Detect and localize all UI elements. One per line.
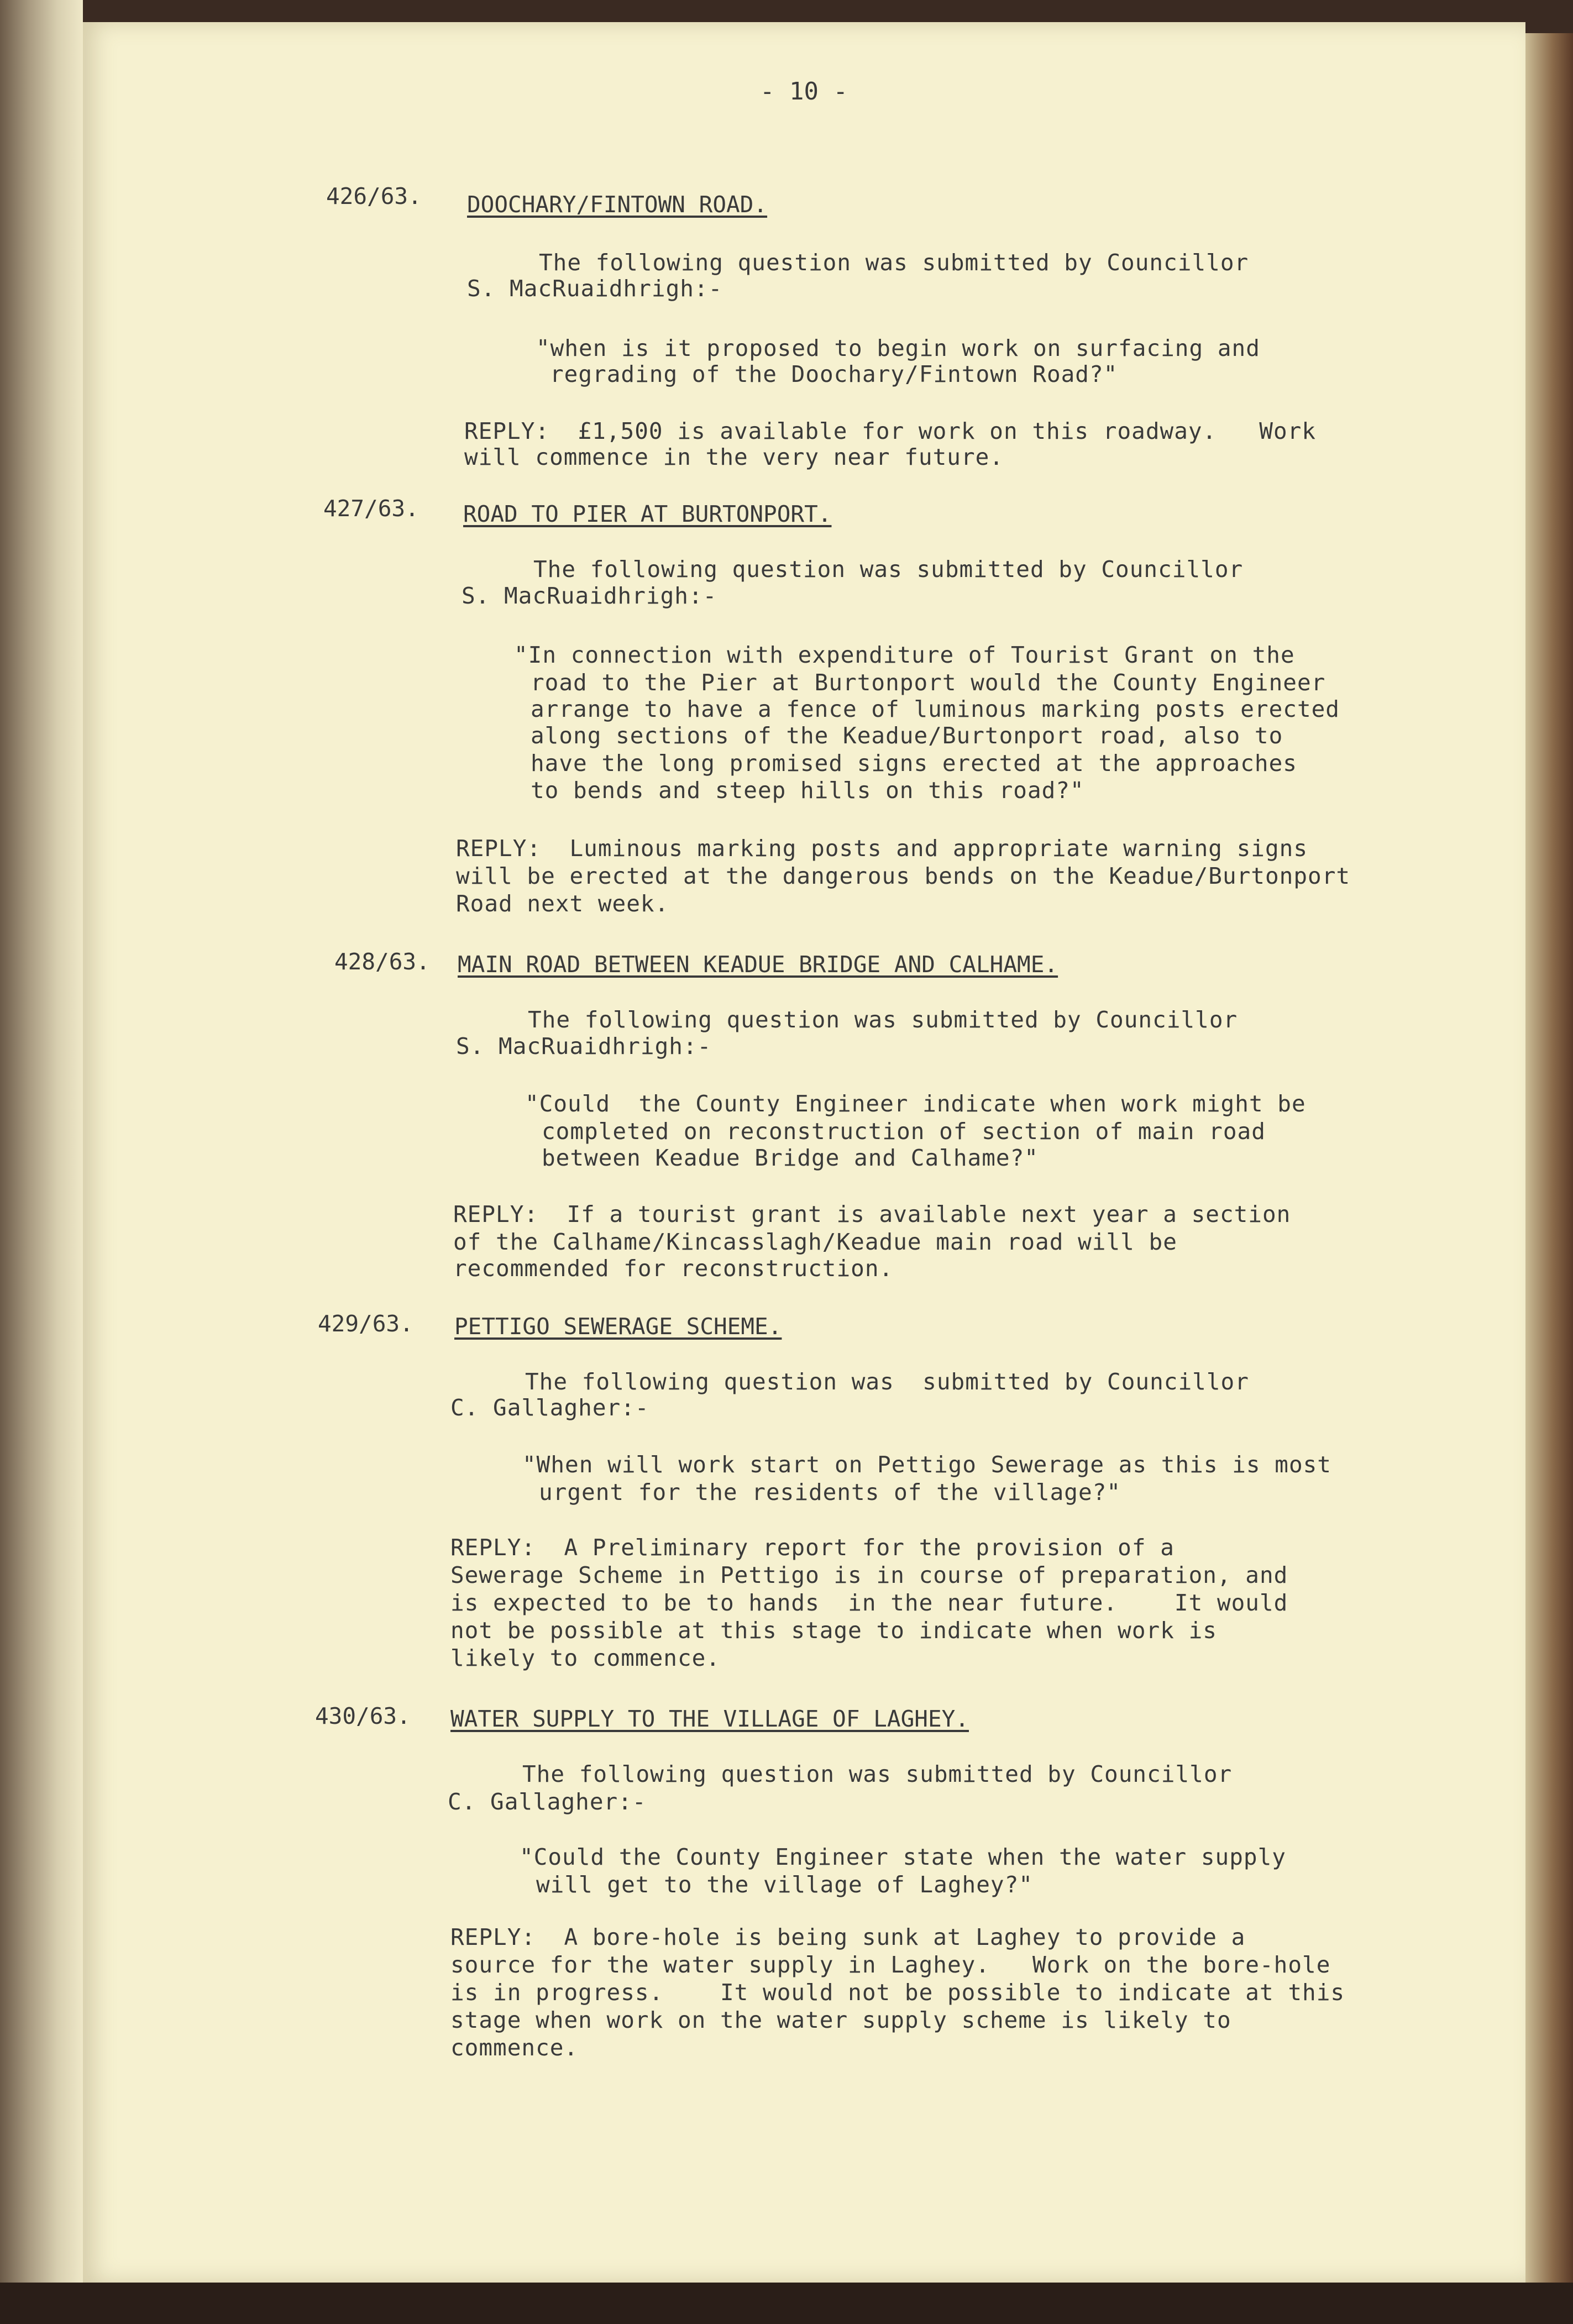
item-heading: DOOCHARY/FINTOWN ROAD.	[467, 191, 768, 218]
question-line: arrange to have a fence of luminous marking posts erected	[531, 696, 1340, 722]
item-ref: 428/63.	[334, 948, 430, 975]
item-ref: 430/63.	[315, 1703, 411, 1729]
reply-line: Road next week.	[456, 890, 669, 917]
page-number: - 10 -	[760, 77, 848, 106]
reply-line: REPLY: If a tourist grant is available next year a section	[453, 1201, 1291, 1227]
intro-line: The following question was submitted by Councillor	[522, 1761, 1233, 1787]
question-line: between Keadue Bridge and Calhame?"	[542, 1145, 1039, 1171]
question-line: road to the Pier at Burtonport would the County Engineer	[531, 669, 1326, 696]
book-spine	[0, 0, 83, 2324]
intro-line: The following question was submitted by Councillor	[525, 1368, 1249, 1395]
item-ref: 427/63.	[323, 495, 419, 522]
reply-line: of the Calhame/Kincasslagh/Keadue main road will be	[453, 1229, 1177, 1255]
intro-line: S. MacRuaidhrigh:-	[456, 1033, 712, 1059]
reply-line: will be erected at the dangerous bends on the Keadue/Burtonport	[456, 863, 1351, 889]
question-line: "In connection with expenditure of Tourist Grant on the	[514, 642, 1295, 668]
question-line: to bends and steep hills on this road?"	[531, 777, 1084, 804]
intro-line: S. MacRuaidhrigh:-	[462, 583, 717, 609]
intro-line: C. Gallagher:-	[448, 1788, 647, 1815]
question-line: "Could the County Engineer indicate when work might be	[525, 1090, 1306, 1117]
question-line: will get to the village of Laghey?"	[536, 1871, 1033, 1898]
reply-line: REPLY: Luminous marking posts and appropriate warning signs	[456, 835, 1308, 862]
reply-line: REPLY: A bore-hole is being sunk at Laghey to provide a	[450, 1924, 1246, 1950]
question-line: along sections of the Keadue/Burtonport road, also to	[531, 722, 1283, 749]
item-ref: 426/63.	[326, 183, 422, 209]
question-line: "When will work start on Pettigo Sewerage as this is most	[522, 1451, 1331, 1478]
reply-line: recommended for reconstruction.	[453, 1255, 894, 1282]
item-heading: ROAD TO PIER AT BURTONPORT.	[463, 501, 832, 527]
item-heading: PETTIGO SEWERAGE SCHEME.	[454, 1313, 782, 1340]
reply-line: likely to commence.	[450, 1645, 720, 1671]
reply-line: stage when work on the water supply scheme is likely to	[450, 2007, 1231, 2033]
intro-line: The following question was submitted by Councillor	[528, 1006, 1238, 1033]
reply-line: will commence in the very near future.	[464, 444, 1004, 470]
question-line: have the long promised signs erected at the approaches	[531, 750, 1297, 777]
question-line: completed on reconstruction of section of main road	[542, 1118, 1266, 1145]
item-ref: 429/63.	[318, 1310, 413, 1337]
reply-line: REPLY: A Preliminary report for the provision of a	[450, 1534, 1174, 1561]
intro-line: C. Gallagher:-	[450, 1394, 649, 1421]
reply-line: commence.	[450, 2034, 579, 2061]
reply-line: is expected to be to hands in the near future. It would	[450, 1589, 1288, 1616]
question-line: regrading of the Doochary/Fintown Road?"	[550, 361, 1118, 387]
reply-line: Sewerage Scheme in Pettigo is in course of preparation, and	[450, 1562, 1288, 1588]
page-edge-bottom	[0, 2283, 1573, 2324]
intro-line: The following question was submitted by Councillor	[533, 556, 1244, 583]
reply-line: is in progress. It would not be possible to indicate at this	[450, 1979, 1345, 2006]
intro-line: S. MacRuaidhrigh:-	[467, 275, 723, 302]
question-line: urgent for the residents of the village?"	[539, 1479, 1121, 1505]
reply-line: not be possible at this stage to indicate when work is	[450, 1617, 1217, 1644]
intro-line: The following question was submitted by Councillor	[539, 249, 1249, 276]
reply-line: source for the water supply in Laghey. Work on the bore-hole	[450, 1951, 1331, 1978]
item-heading: WATER SUPPLY TO THE VILLAGE OF LAGHEY.	[450, 1706, 969, 1732]
reply-line: REPLY: £1,500 is available for work on this roadway. Work	[464, 418, 1317, 444]
item-heading: MAIN ROAD BETWEEN KEADUE BRIDGE AND CALHAME.	[458, 951, 1058, 978]
question-line: "when is it proposed to begin work on surfacing and	[536, 335, 1260, 361]
question-line: "Could the County Engineer state when the water supply	[520, 1844, 1286, 1870]
